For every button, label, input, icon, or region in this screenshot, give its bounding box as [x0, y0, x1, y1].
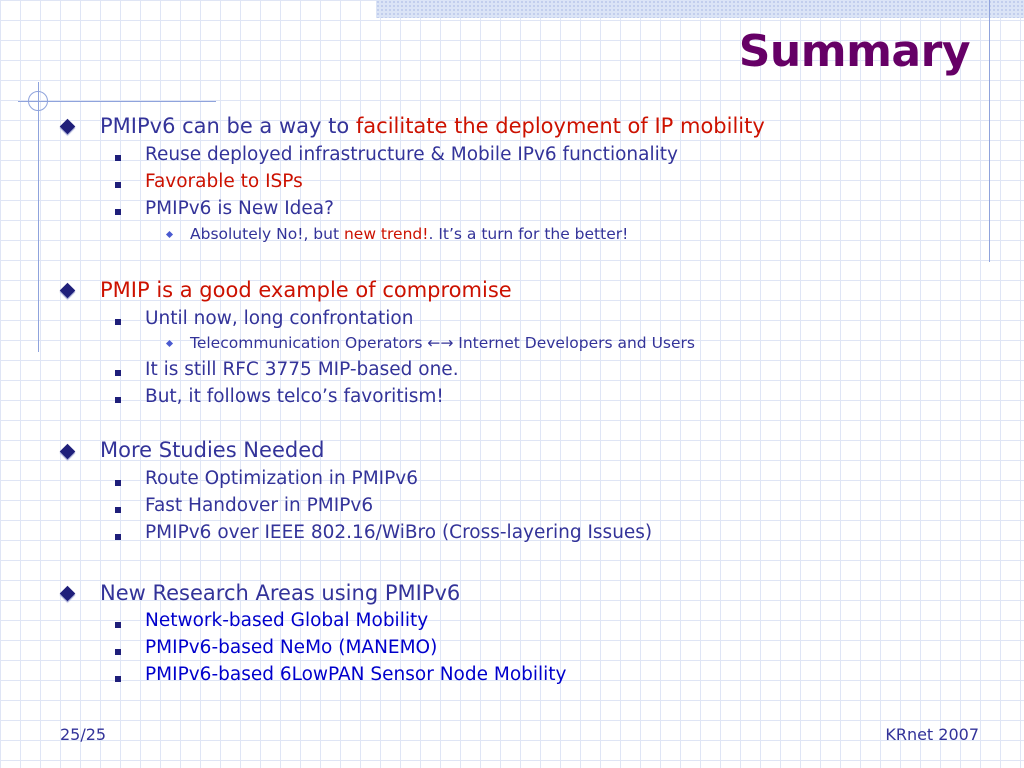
small-diamond-bullet-icon — [166, 340, 173, 347]
section-3-heading: More Studies Needed — [100, 438, 325, 462]
square-bullet-icon — [115, 480, 121, 486]
section-1-heading — [100, 114, 765, 138]
section-2-item-2: It is still RFC 3775 MIP-based one. — [145, 359, 459, 380]
small-diamond-bullet-icon — [166, 231, 173, 238]
square-bullet-icon — [115, 507, 121, 513]
section-4-item-1: Network-based Global Mobility — [145, 610, 429, 631]
diamond-bullet-icon — [60, 283, 76, 299]
section-2-heading: PMIP is a good example of compromise — [100, 278, 512, 302]
square-bullet-icon — [115, 155, 121, 161]
slide-number: 25/25 — [60, 725, 107, 744]
section-1-subitem-highlight: new trend! — [343, 225, 429, 243]
square-bullet-icon — [115, 622, 121, 628]
section-4-heading: New Research Areas using PMIPv6 — [100, 581, 461, 605]
section-3-item-2: Fast Handover in PMIPv6 — [145, 495, 374, 516]
diamond-bullet-icon — [60, 119, 76, 135]
section-2-subitem: Telecommunication Operators ←→ Internet Developers and Users — [190, 334, 695, 352]
section-3-item-1: Route Optimization in PMIPv6 — [145, 468, 419, 489]
section-1-subitem-after: . It’s a turn for the better! — [428, 225, 629, 243]
square-bullet-icon — [115, 182, 121, 188]
square-bullet-icon — [115, 649, 121, 655]
slide-title: Summary — [738, 26, 970, 77]
footer-event: KRnet 2007 — [885, 725, 979, 744]
square-bullet-icon — [115, 209, 121, 215]
section-1-item-3: PMIPv6 is New Idea? — [145, 198, 334, 219]
diamond-bullet-icon — [60, 444, 76, 460]
section-4-item-3: PMIPv6-based 6LowPAN Sensor Node Mobility — [145, 664, 567, 685]
diamond-bullet-icon — [60, 586, 76, 602]
section-1-item-1: Reuse deployed infrastructure & Mobile IPv6 functionality — [145, 144, 678, 165]
section-1-subitem-before: Absolutely No!, but — [190, 225, 344, 243]
square-bullet-icon — [115, 397, 121, 403]
section-2-item-3: But, it follows telco’s favoritism! — [145, 386, 444, 407]
square-bullet-icon — [115, 676, 121, 682]
section-1-subitem — [190, 225, 628, 243]
section-4-item-2: PMIPv6-based NeMo (MANEMO) — [145, 637, 438, 658]
section-1-text: PMIPv6 can be a way to — [100, 114, 356, 138]
square-bullet-icon — [115, 534, 121, 540]
section-1-item-2: Favorable to ISPs — [145, 171, 303, 192]
section-3-item-3: PMIPv6 over IEEE 802.16/WiBro (Cross-layering Issues) — [145, 522, 653, 543]
section-2-item-1: Until now, long confrontation — [145, 308, 414, 329]
section-1-highlight: facilitate the deployment of IP mobility — [355, 114, 765, 138]
square-bullet-icon — [115, 370, 121, 376]
square-bullet-icon — [115, 319, 121, 325]
